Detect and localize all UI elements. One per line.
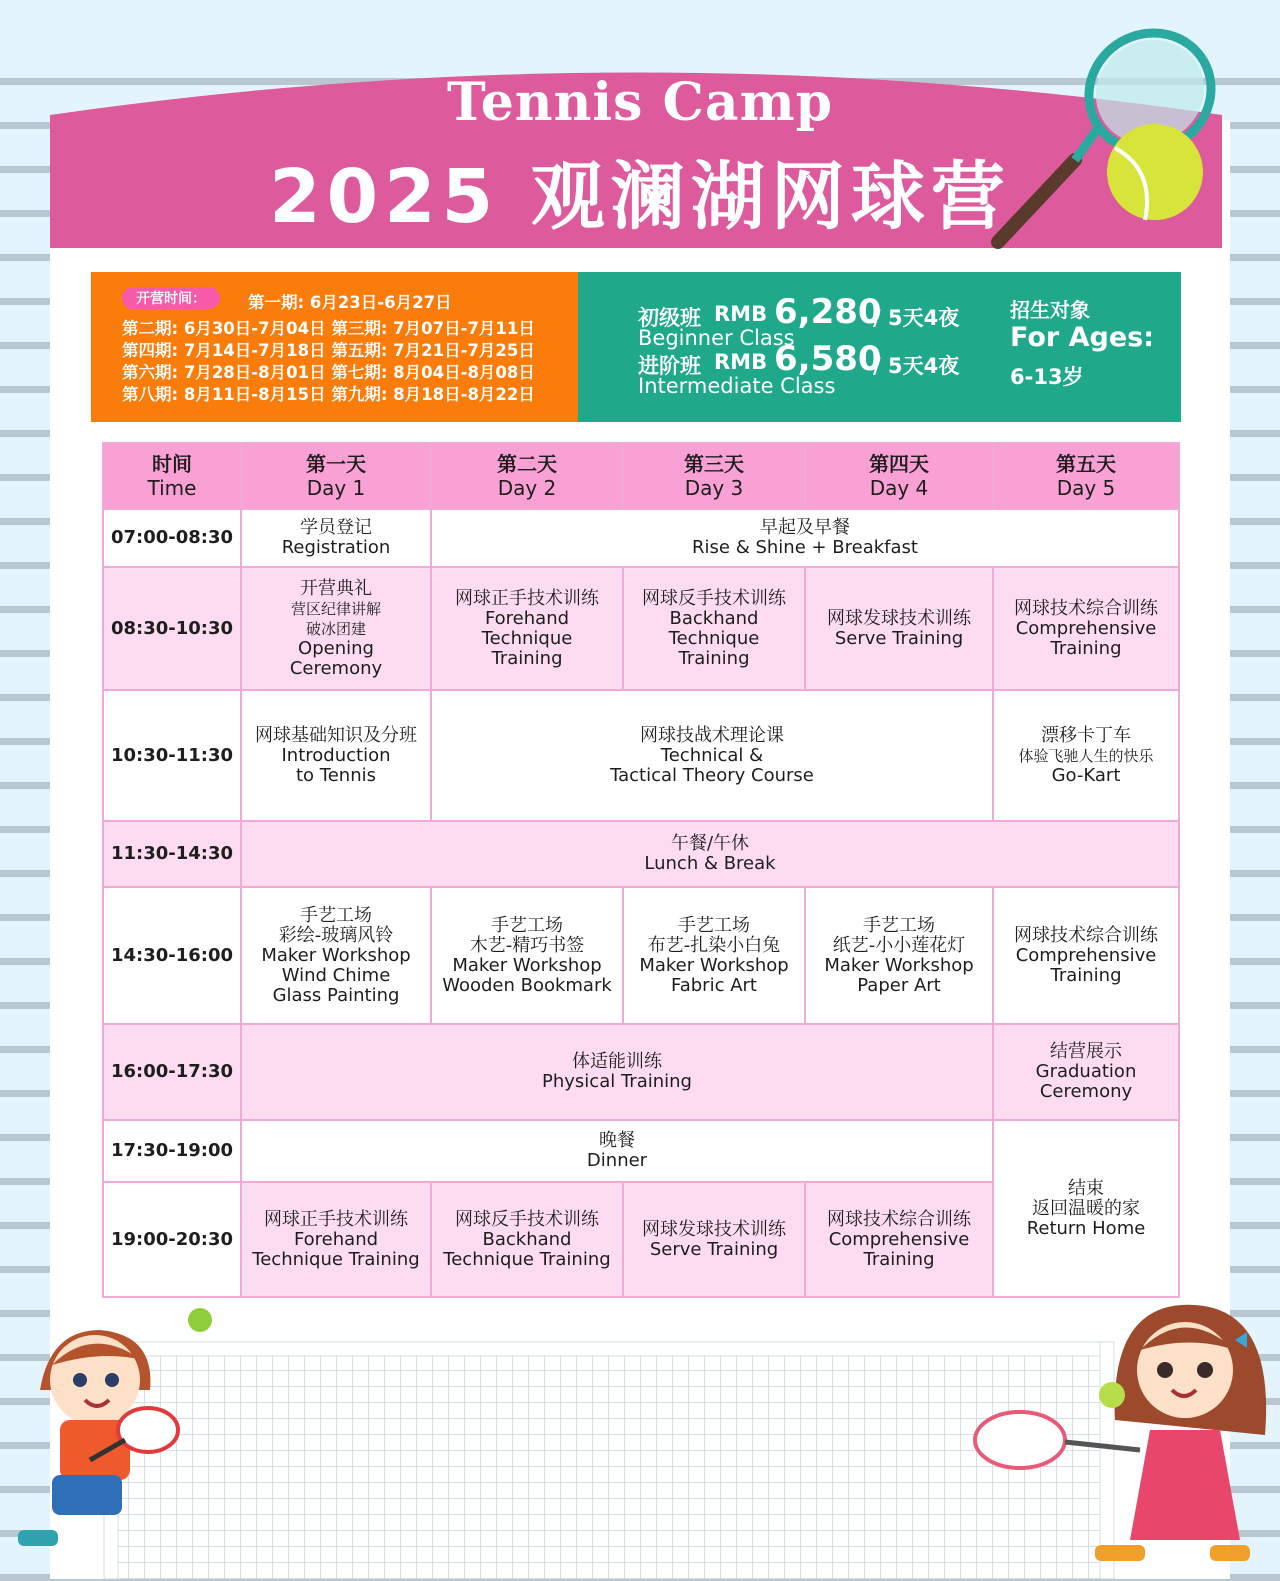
activity-cell: 体适能训练 Physical Training [241, 1024, 993, 1120]
header-day-4: 第四天 Day 4 [805, 443, 993, 509]
time-cell: 11:30-14:30 [103, 821, 241, 887]
session-line: 第六期: 7月28日-8月01日 第七期: 8月04日-8月08日 [122, 363, 535, 382]
beginner-cn: 初级班 [638, 306, 701, 330]
activity-cell: 网球基础知识及分班 Introduction to Tennis [241, 690, 431, 821]
activity-cell: 手艺工场 纸艺-小小莲花灯 Maker Workshop Paper Art [805, 887, 993, 1024]
net-icon [110, 1350, 1110, 1579]
activity-cell: 开营典礼 营区纪律讲解 破冰团建 Opening Ceremony [241, 567, 431, 690]
ages-range: 6-13岁 [1010, 365, 1084, 389]
activity-cell: 网球正手技术训练 Forehand Technique Training [431, 567, 623, 690]
time-cell: 08:30-10:30 [103, 567, 241, 690]
time-cell: 19:00-20:30 [103, 1182, 241, 1297]
activity-cell: 网球技术综合训练 Comprehensive Training [993, 887, 1179, 1024]
ages-en: For Ages: [1010, 322, 1155, 353]
header-day-1: 第一天 Day 1 [241, 443, 431, 509]
activity-cell: 网球技战术理论课 Technical & Tactical Theory Course [431, 690, 993, 821]
tennis-net-scene [0, 1290, 1280, 1579]
activity-cell: 手艺工场 布艺-扎染小白兔 Maker Workshop Fabric Art [623, 887, 805, 1024]
time-cell: 17:30-19:00 [103, 1120, 241, 1182]
beginner-en: Beginner Class [638, 326, 795, 350]
activity-cell: 手艺工场 木艺-精巧书签 Maker Workshop Wooden Bookmark [431, 887, 623, 1024]
table-header-row [103, 443, 1179, 509]
table-row [103, 1024, 1179, 1120]
title-english: Tennis Camp [446, 72, 834, 133]
time-cell: 14:30-16:00 [103, 887, 241, 1024]
table-row [103, 509, 1179, 567]
session-line: 第二期: 6月30日-7月04日 第三期: 7月07日-7月11日 [122, 319, 535, 338]
intermediate-cn: 进阶班 [638, 354, 701, 378]
tennis-ball-icon [1107, 124, 1203, 220]
header-day-3: 第三天 Day 3 [623, 443, 805, 509]
time-cell: 10:30-11:30 [103, 690, 241, 821]
pricing-box [578, 272, 1181, 422]
intermediate-rmb: RMB [714, 350, 768, 374]
activity-cell: 网球发球技术训练 Serve Training [623, 1182, 805, 1297]
activity-cell: 晚餐 Dinner [241, 1120, 993, 1182]
time-cell: 16:00-17:30 [103, 1024, 241, 1120]
tennis-racket-icon [980, 20, 1220, 250]
activity-cell: 结束 返回温暖的家 Return Home [993, 1120, 1179, 1297]
table-row [103, 567, 1179, 690]
table-row [103, 821, 1179, 887]
activity-cell: 网球技术综合训练 Comprehensive Training [993, 567, 1179, 690]
header-day-5: 第五天 Day 5 [993, 443, 1179, 509]
header-day-2: 第二天 Day 2 [431, 443, 623, 509]
activity-cell: 网球反手技术训练 Backhand Technique Training [431, 1182, 623, 1297]
beginner-unit: / 5天4夜 [873, 306, 960, 330]
activity-cell: 网球技术综合训练 Comprehensive Training [805, 1182, 993, 1297]
session-dates-label: 开营时间： [122, 287, 220, 309]
activity-cell: 漂移卡丁车 体验飞驰人生的快乐 Go-Kart [993, 690, 1179, 821]
intermediate-price: 6,580 [774, 339, 882, 379]
activity-cell: 手艺工场 彩绘-玻璃风铃 Maker Workshop Wind Chime Glass Painting [241, 887, 431, 1024]
table-row [103, 1120, 1179, 1182]
schedule-table [102, 442, 1180, 1298]
table-row [103, 690, 1179, 821]
session-line: 第一期: 6月23日-6月27日 [248, 293, 452, 312]
activity-cell: 网球发球技术训练 Serve Training [805, 567, 993, 690]
activity-cell: 早起及早餐 Rise & Shine + Breakfast [431, 509, 1179, 567]
title-chinese: 2025 观澜湖网球营 [269, 154, 1011, 240]
activity-cell: 网球反手技术训练 Backhand Technique Training [623, 567, 805, 690]
activity-cell: 学员登记 Registration [241, 509, 431, 567]
tennis-ball-icon [188, 1308, 212, 1332]
intermediate-unit: / 5天4夜 [873, 354, 960, 378]
activity-cell: 午餐/午休 Lunch & Break [241, 821, 1179, 887]
beginner-price: 6,280 [774, 292, 882, 332]
session-line: 第四期: 7月14日-7月18日 第五期: 7月21日-7月25日 [122, 341, 535, 360]
ages-cn: 招生对象 [1010, 298, 1090, 322]
activity-cell: 结营展示 Graduation Ceremony [993, 1024, 1179, 1120]
table-row [103, 887, 1179, 1024]
header-time: 时间 Time [103, 443, 241, 509]
intermediate-en: Intermediate Class [638, 374, 836, 398]
session-dates-box [91, 272, 566, 422]
session-line: 第八期: 8月11日-8月15日 第九期: 8月18日-8月22日 [122, 385, 535, 404]
beginner-rmb: RMB [714, 302, 768, 326]
activity-cell: 网球正手技术训练 Forehand Technique Training [241, 1182, 431, 1297]
time-cell: 07:00-08:30 [103, 509, 241, 567]
